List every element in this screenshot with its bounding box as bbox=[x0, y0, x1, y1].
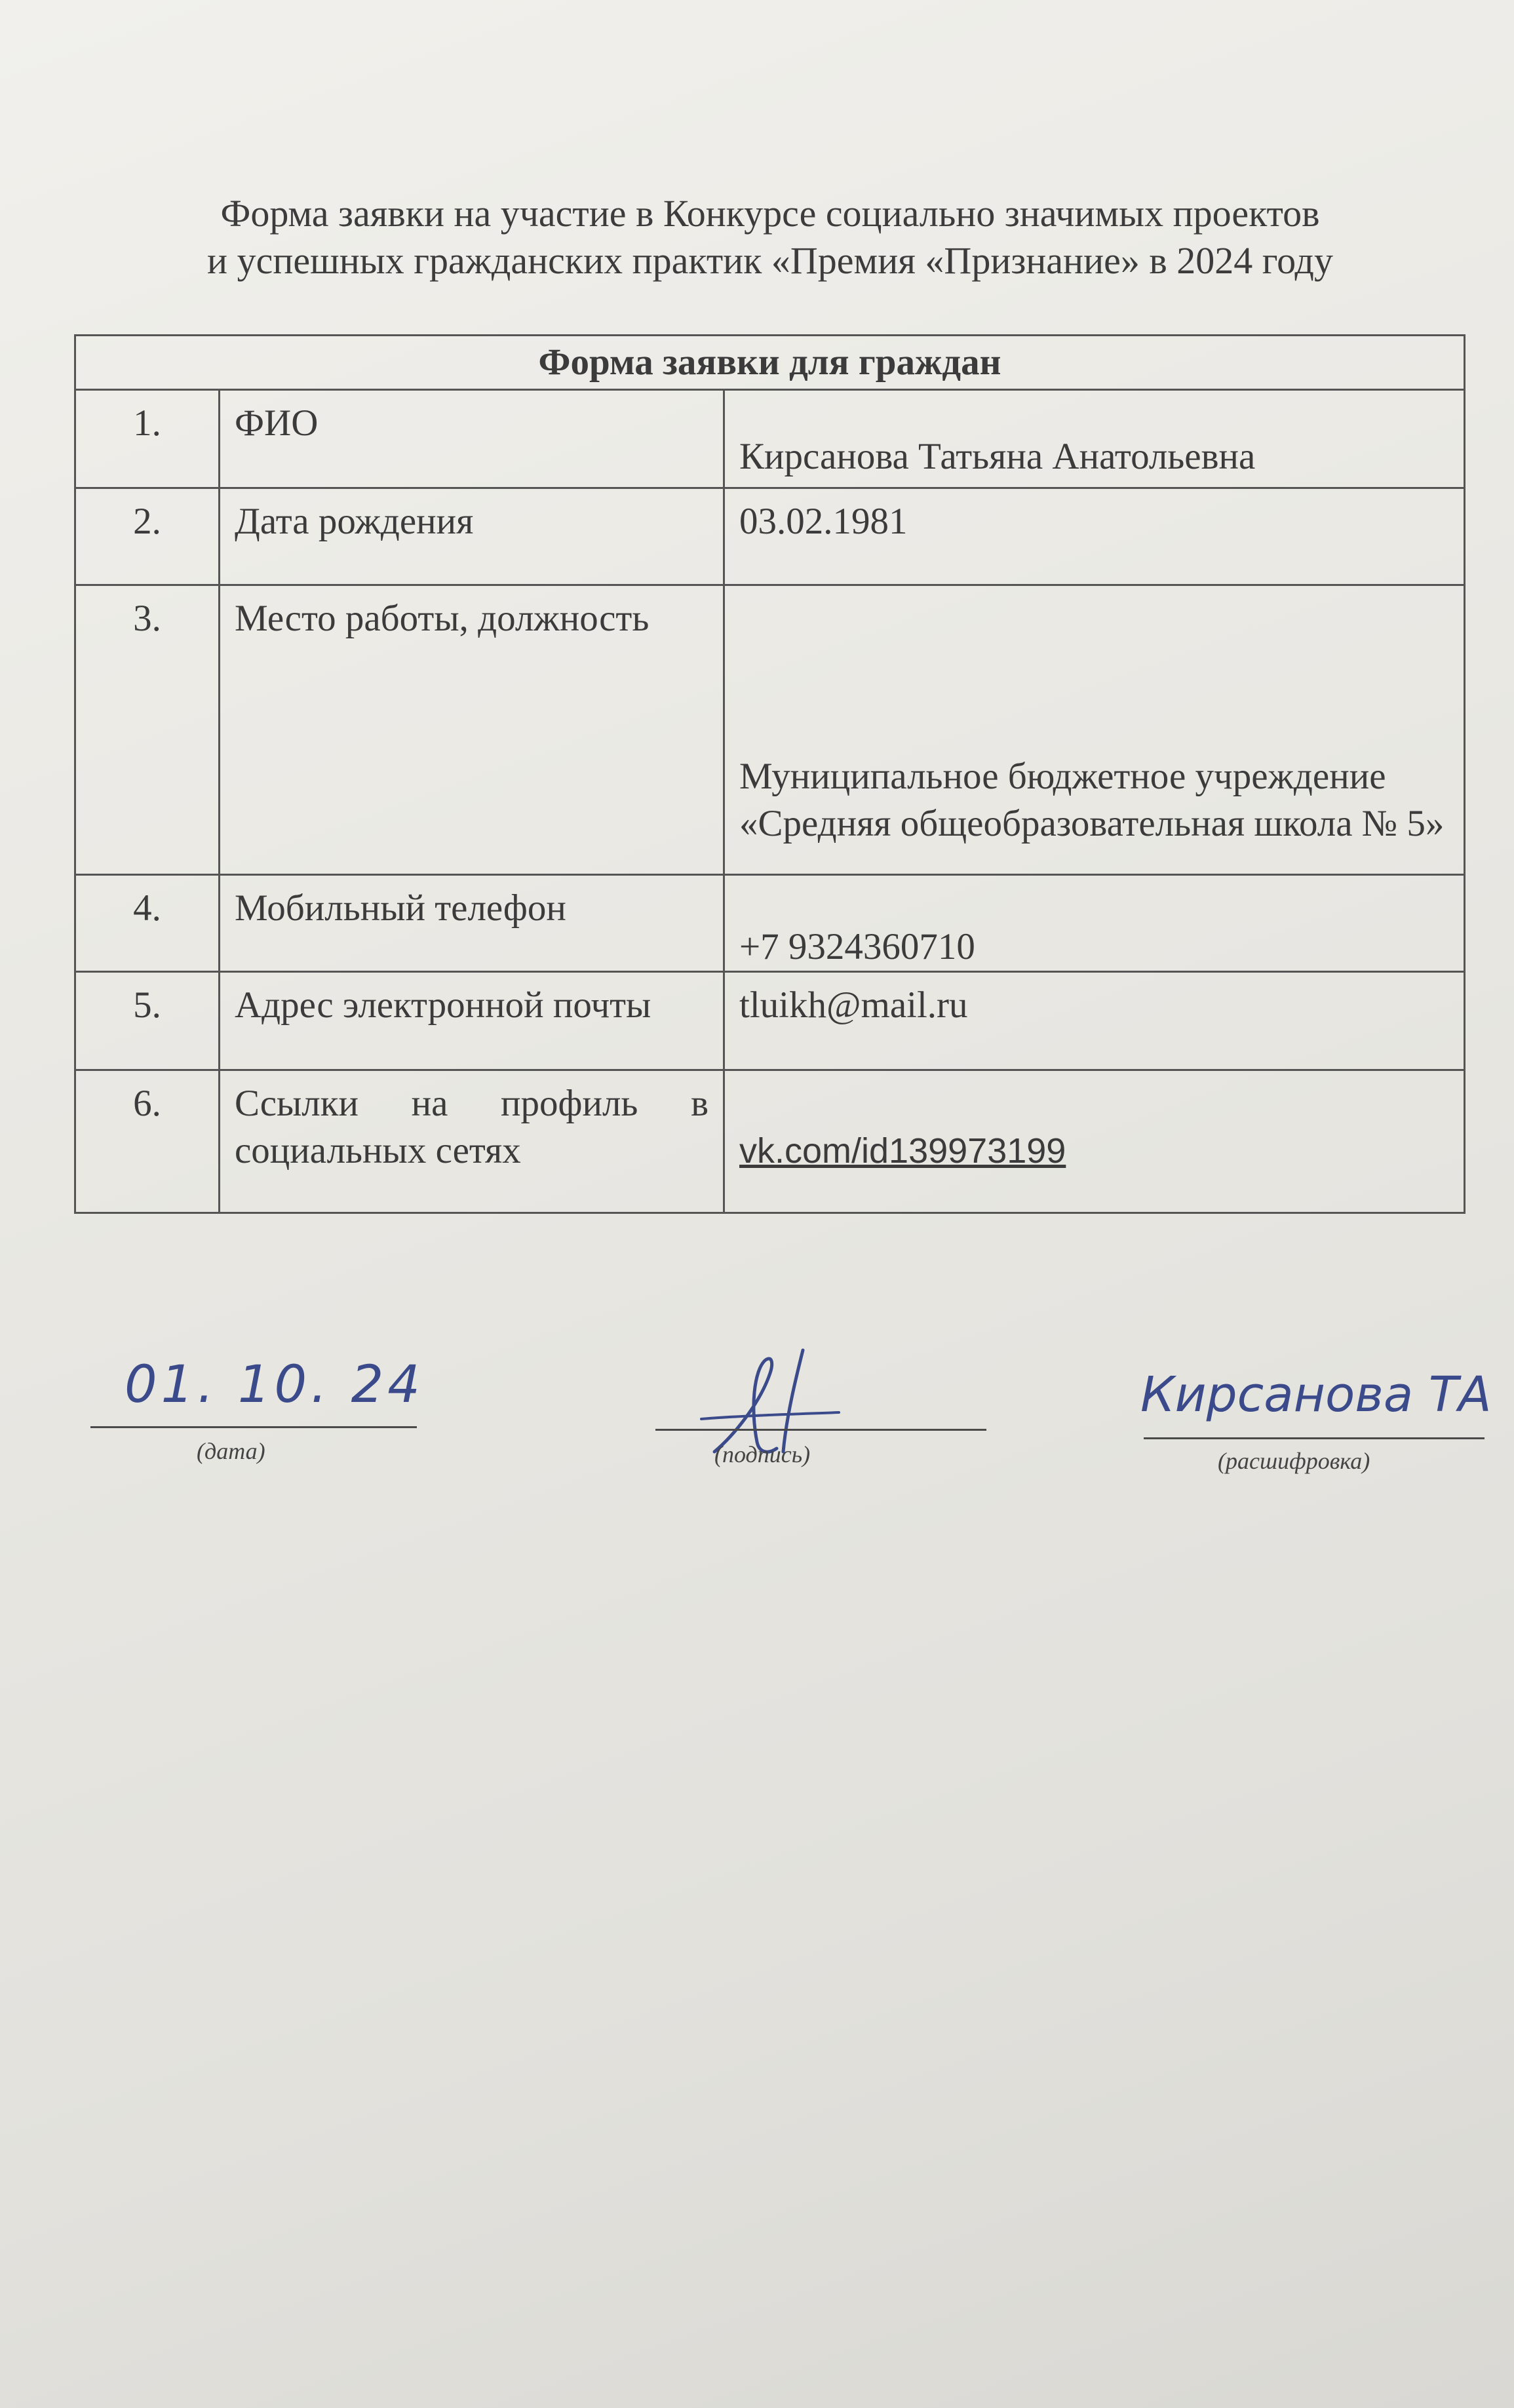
row-value-birthdate: 03.02.1981 bbox=[724, 488, 1465, 585]
date-line bbox=[90, 1426, 417, 1428]
row-label-social bbox=[220, 1070, 724, 1213]
row-number: 4. bbox=[75, 875, 220, 972]
handwritten-date: 01. 10. 24 bbox=[125, 1355, 424, 1414]
row-value-email: tluikh@mail.ru bbox=[724, 972, 1465, 1070]
table-row bbox=[75, 972, 1465, 1070]
row-number: 1. bbox=[75, 390, 220, 488]
row-value-workplace: Муниципальное бюджетное учреждение «Средняя общеобразовательная школа № 5» bbox=[724, 585, 1465, 875]
form-title bbox=[131, 190, 1409, 284]
signature-caption: (подпись) bbox=[714, 1441, 811, 1467]
row-label: Адрес электронной почты bbox=[220, 972, 724, 1070]
row-value-social bbox=[724, 1070, 1465, 1213]
table-row bbox=[75, 488, 1465, 585]
row-label: Мобильный телефон bbox=[220, 875, 724, 972]
row-value-fio: Кирсанова Татьяна Анатольевна bbox=[724, 390, 1465, 488]
social-label-word: Ссылки bbox=[235, 1083, 359, 1124]
table-row bbox=[75, 390, 1465, 488]
social-label-word: профиль bbox=[501, 1083, 638, 1124]
table-row bbox=[75, 875, 1465, 972]
social-profile-link[interactable]: vk.com/id139973199 bbox=[739, 1131, 1066, 1171]
table-row bbox=[75, 585, 1465, 875]
social-label-word: на bbox=[411, 1083, 448, 1124]
row-value-phone: +7 9324360710 bbox=[724, 875, 1465, 972]
application-table bbox=[74, 334, 1465, 1214]
form-title-line-2: и успешных гражданских практик «Премия «Признание» в 2024 году bbox=[207, 239, 1333, 282]
social-label-line-2: социальных сетях bbox=[235, 1130, 521, 1171]
name-caption: (расшифровка) bbox=[1218, 1448, 1370, 1474]
signature-line bbox=[655, 1429, 986, 1431]
handwritten-name: Кирсанова ТА bbox=[1140, 1367, 1492, 1423]
date-caption: (дата) bbox=[197, 1438, 265, 1464]
row-number: 5. bbox=[75, 972, 220, 1070]
row-number: 3. bbox=[75, 585, 220, 875]
form-title-line-1: Форма заявки на участие в Конкурсе социально значимых проектов bbox=[220, 192, 1320, 235]
social-label-word: в bbox=[691, 1083, 708, 1124]
table-caption: Форма заявки для граждан bbox=[75, 336, 1465, 390]
row-label: ФИО bbox=[220, 390, 724, 488]
row-number: 6. bbox=[75, 1070, 220, 1213]
name-line bbox=[1144, 1437, 1485, 1439]
row-label: Дата рождения bbox=[220, 488, 724, 585]
row-label: Место работы, должность bbox=[220, 585, 724, 875]
table-row bbox=[75, 1070, 1465, 1213]
row-number: 2. bbox=[75, 488, 220, 585]
